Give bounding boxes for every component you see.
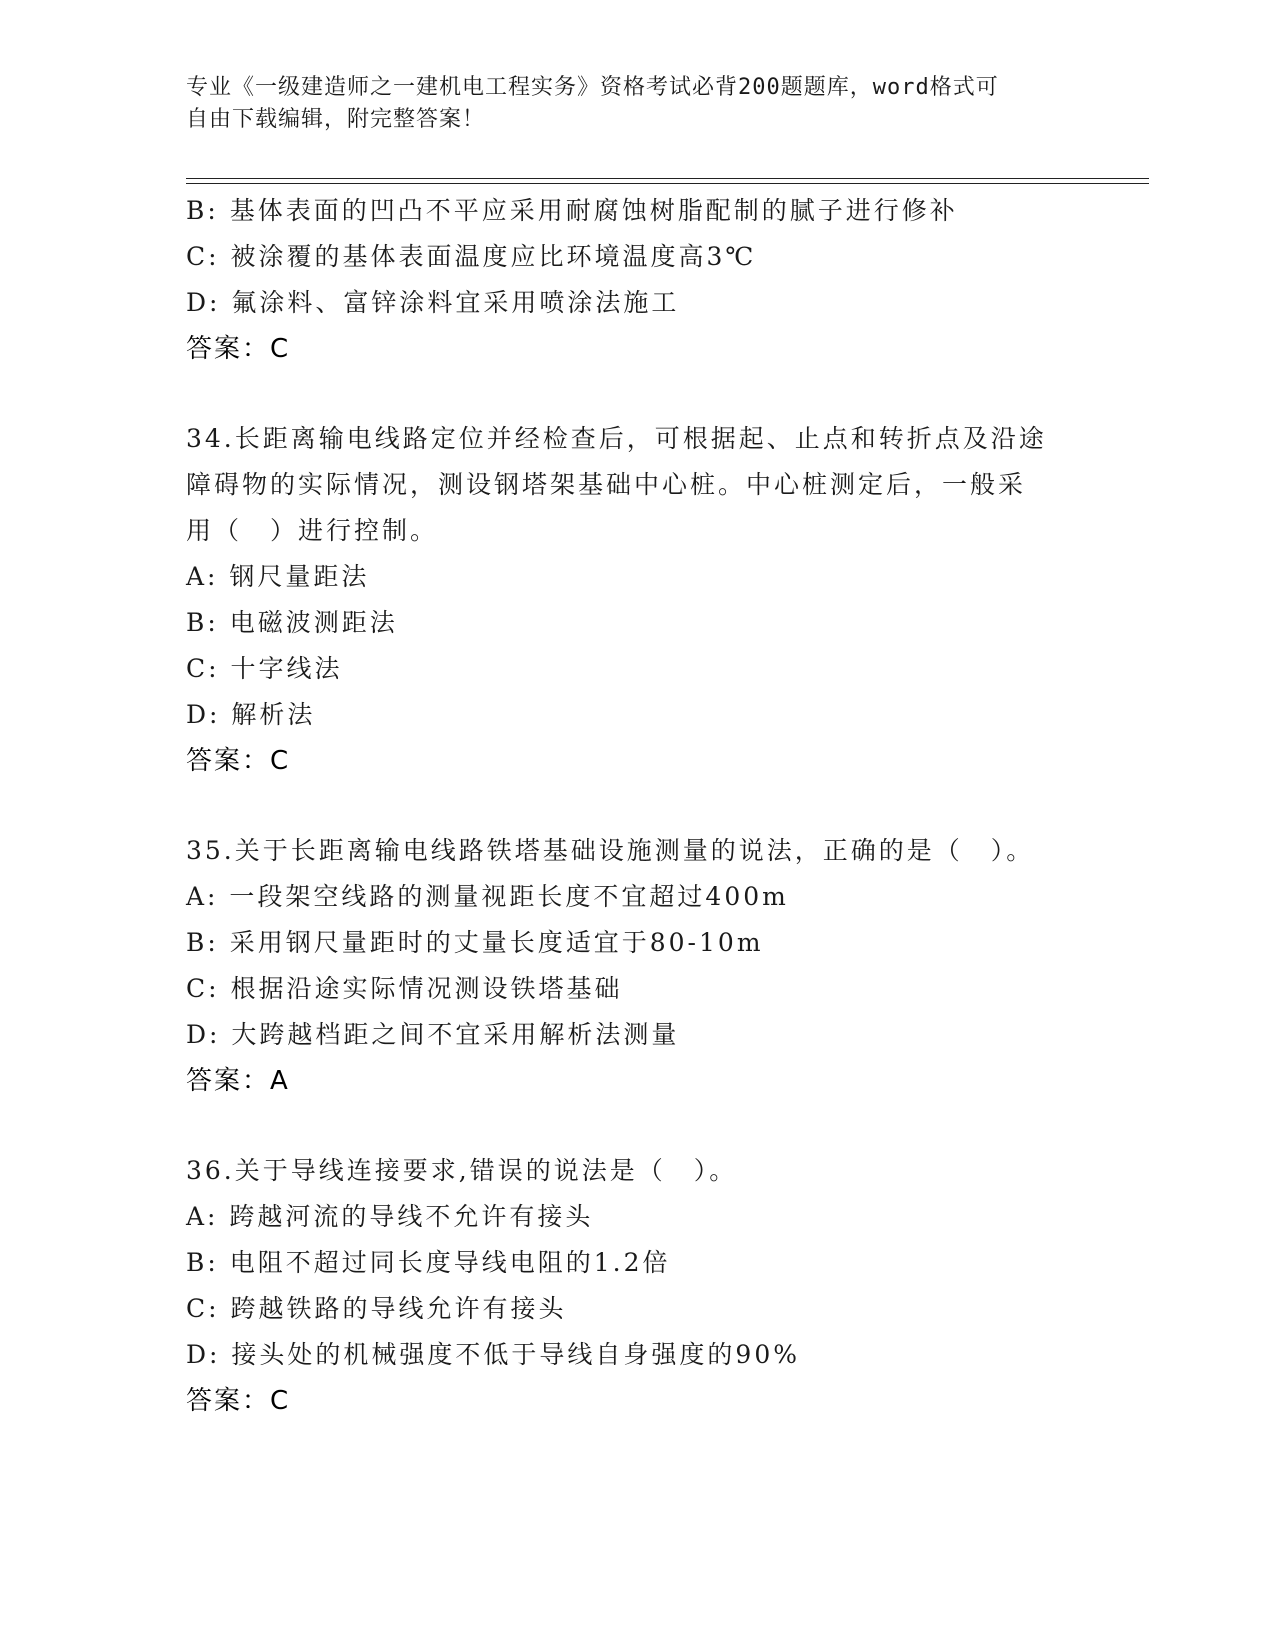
question-stem-line: 34.长距离输电线路定位并经检查后，可根据起、止点和转折点及沿途 [186,424,1047,453]
option-b: B: 电磁波测距法 [186,608,398,637]
option-c: C: 根据沿途实际情况测设铁塔基础 [186,974,623,1003]
option-d: D: 大跨越档距之间不宜采用解析法测量 [186,1020,680,1049]
option-d: D: 解析法 [186,700,316,729]
header-divider-top [186,178,1149,179]
answer: 答案：C [186,334,291,364]
answer: 答案：A [186,1066,290,1096]
option-c: C: 被涂覆的基体表面温度应比环境温度高3℃ [186,242,757,271]
header-line-1: 专业《一级建造师之一建机电工程实务》资格考试必背200题题库，word格式可 [186,75,999,100]
question-stem-line: 用（ ）进行控制。 [186,516,439,545]
option-c: C: 十字线法 [186,654,343,683]
question-spacer [186,1104,1086,1148]
question-content [186,188,1086,1424]
question-spacer [186,784,1086,828]
question-block-34 [186,416,1086,784]
question-stem-line: 35.关于长距离输电线路铁塔基础设施测量的说法，正确的是（ ）。 [186,836,1035,865]
question-stem-line: 36.关于导线连接要求,错误的说法是（ ）。 [186,1156,738,1185]
option-a: A: 一段架空线路的测量视距长度不宜超过400m [186,882,789,911]
answer: 答案：C [186,1386,291,1416]
option-b: B: 采用钢尺量距时的丈量长度适宜于80-10m [186,928,764,957]
question-stem-line: 障碍物的实际情况，测设钢塔架基础中心桩。中心桩测定后，一般采 [186,470,1027,499]
question-block-33 [186,188,1086,372]
option-c: C: 跨越铁路的导线允许有接头 [186,1294,567,1323]
option-a: A: 钢尺量距法 [186,562,370,591]
question-block-36 [186,1148,1086,1424]
document-header [186,72,1086,136]
option-d: D: 氟涂料、富锌涂料宜采用喷涂法施工 [186,288,680,317]
answer: 答案：C [186,746,291,776]
header-divider-bottom [186,183,1149,184]
question-block-35 [186,828,1086,1104]
header-line-2: 自由下载编辑，附完整答案！ [186,107,486,132]
option-b: B: 电阻不超过同长度导线电阻的1.2倍 [186,1248,671,1277]
option-b: B: 基体表面的凹凸不平应采用耐腐蚀树脂配制的腻子进行修补 [186,196,958,225]
question-spacer [186,372,1086,416]
option-d: D: 接头处的机械强度不低于导线自身强度的90% [186,1340,800,1369]
option-a: A: 跨越河流的导线不允许有接头 [186,1202,594,1231]
